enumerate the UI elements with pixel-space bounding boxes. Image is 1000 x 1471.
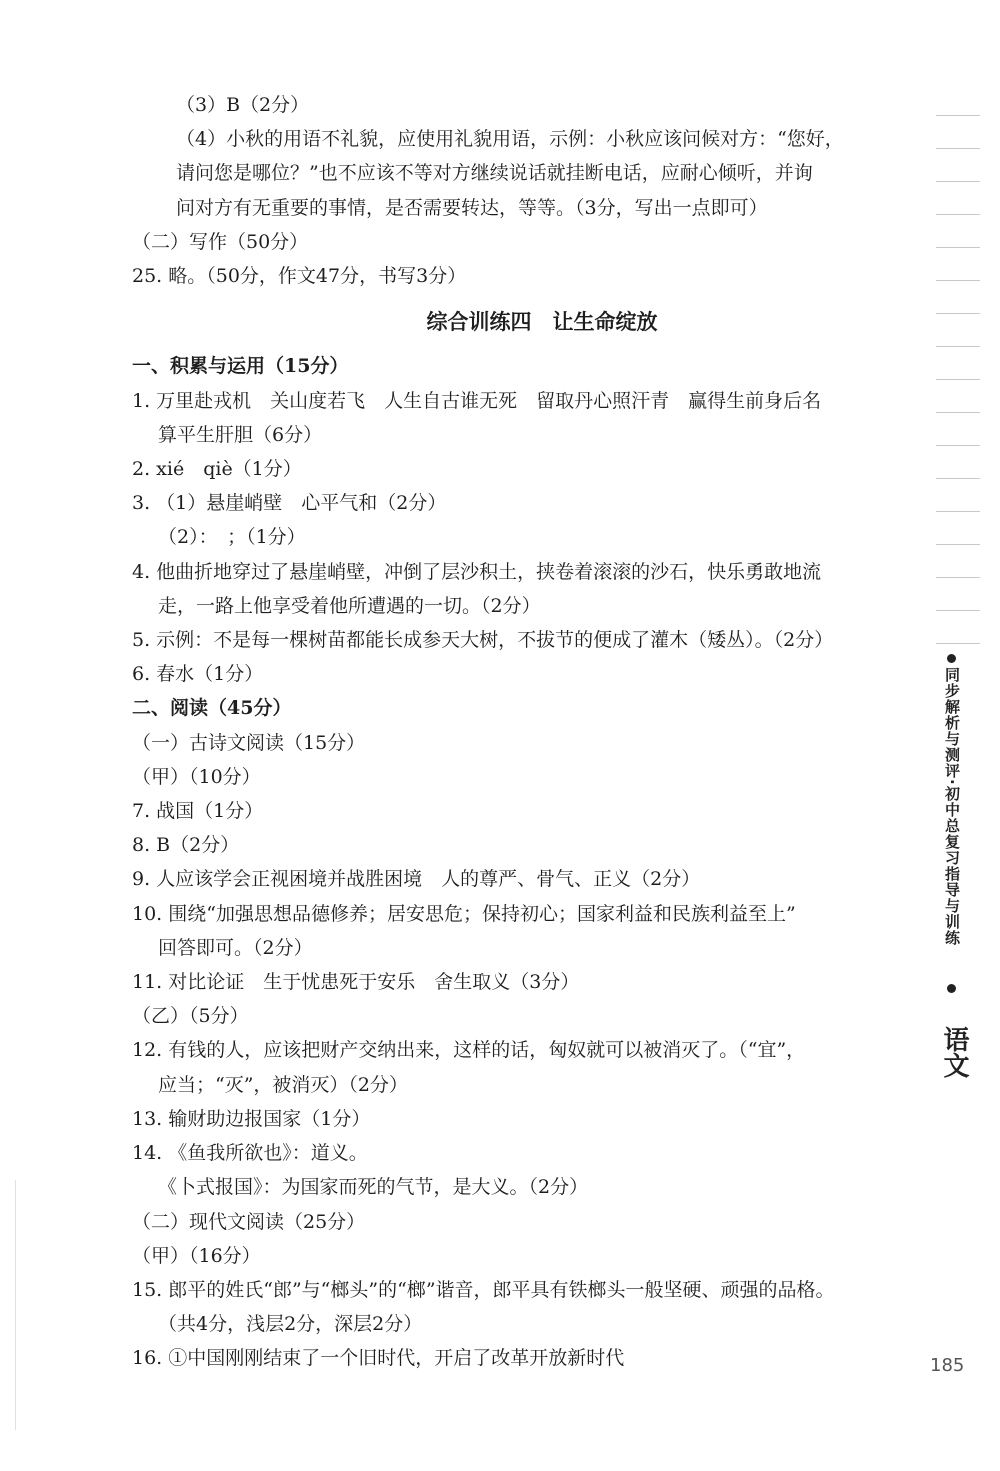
answer-line: 算平生肝胆（6分） [158,423,323,446]
answer-line: （乙）（5分） [132,1005,249,1028]
sidebar-rule-line [936,577,980,578]
sidebar-rule-line [936,445,980,446]
sidebar-rule-line [936,346,980,347]
sidebar-rule-line [936,247,980,248]
answer-line: 13. 输财助边报国家（1分） [132,1107,371,1130]
sidebar-rule-line [936,115,980,116]
bullet-dot-top [947,654,956,663]
sidebar-rule-line [936,313,980,314]
sidebar-subject: 语文 [939,1026,969,1078]
answer-line: 15. 郎平的姓氏“郎”与“榔头”的“榔”谐音，郎平具有铁榔头一般坚硬、顽强的品格。 [132,1278,835,1301]
answer-line: 12. 有钱的人，应该把财产交纳出来，这样的话，匈奴就可以被消灭了。（“宜”， [132,1039,806,1062]
section-title: 综合训练四 让生命绽放 [426,309,658,335]
sidebar-rule-line [936,511,980,512]
answer-line: 14. 《鱼我所欲也》：道义。 [132,1142,368,1165]
answer-line: 应当；“灭”，被消灭）（2分） [158,1073,409,1096]
answer-line: 7. 战国（1分） [132,800,264,823]
answer-line: 1. 万里赴戎机 关山度若飞 人生自古谁无死 留取丹心照汗青 赢得生前身后名 [132,389,822,412]
answer-line: 6. 春水（1分） [132,663,264,686]
sidebar-rule-line [936,181,980,182]
sidebar-rule-line [936,544,980,545]
answer-line: 走，一路上他享受着他所遭遇的一切。（2分） [158,594,541,617]
answer-content [132,88,912,1376]
sidebar-series-title: 同步解析与测评·初中总复习指导与训练 [943,667,961,946]
answer-line: （二）现代文阅读（25分） [132,1210,366,1233]
answer-line: 10. 围绕“加强思想品德修养；居安思危；保持初心；国家利益和民族利益至上” [132,902,796,925]
scan-edge-line [15,1180,16,1430]
answer-line: 问对方有无重要的事情，是否需要转达，等等。（3分，写出一点即可） [176,196,768,219]
section-heading: 二、阅读（45分） [132,697,292,720]
answer-line: 3. （1）悬崖峭壁 心平气和（2分） [132,492,447,515]
answer-line: 9. 人应该学会正视困境并战胜困境 人的尊严、骨气、正义（2分） [132,868,701,891]
answer-line: 5. 示例：不是每一棵树苗都能长成参天大树，不拔节的便成了灌木（矮丛）。（2分） [132,629,834,652]
sidebar-rule-line [936,610,980,611]
answer-line: 11. 对比论证 生于忧患死于安乐 舍生取义（3分） [132,971,580,994]
answer-line: （3）B（2分） [176,94,310,116]
answer-line: 2. xié qiè（1分） [132,458,302,481]
sidebar-rule-line [936,412,980,413]
answer-line: 4. 他曲折地穿过了悬崖峭壁，冲倒了层沙积土，挟卷着滚滚的沙石，快乐勇敢地流 [132,560,822,583]
sidebar-rule-line [936,379,980,380]
answer-line: 回答即可。（2分） [158,936,313,959]
answer-line: （二）写作（50分） [132,230,309,253]
sidebar-rule-line [936,148,980,149]
sidebar-rule-line [936,280,980,281]
answer-line: 《卜式报国》：为国家而死的气节，是大义。（2分） [158,1176,589,1199]
answer-line: （甲）（10分） [132,765,261,788]
section-heading: 一、积累与运用（15分） [132,355,349,378]
sidebar-rule-line [936,478,980,479]
answer-line: （4）小秋的用语不礼貌，应使用礼貌用语，示例：小秋应该问候对方：“您好， [176,128,844,151]
answer-line: （一）古诗文阅读（15分） [132,731,366,754]
sidebar-rule-line [936,643,980,644]
answer-line: 请问您是哪位？”也不应该不等对方继续说话就挂断电话，应耐心倾听，并询 [176,162,813,185]
answer-line: （甲）（16分） [132,1244,261,1267]
sidebar-rule-line [936,214,980,215]
answer-line: （共4分，浅层2分，深层2分） [158,1313,423,1336]
bullet-dot-bottom [947,984,956,993]
answer-line: 16. ①中国刚刚结束了一个旧时代，开启了改革开放新时代 [132,1347,625,1370]
page-number: 185 [930,1355,965,1376]
answer-line: 8. B（2分） [132,834,240,857]
answer-line: 25. 略。（50分，作文47分，书写3分） [132,265,467,288]
answer-line: （2）： ；（1分） [158,526,306,549]
